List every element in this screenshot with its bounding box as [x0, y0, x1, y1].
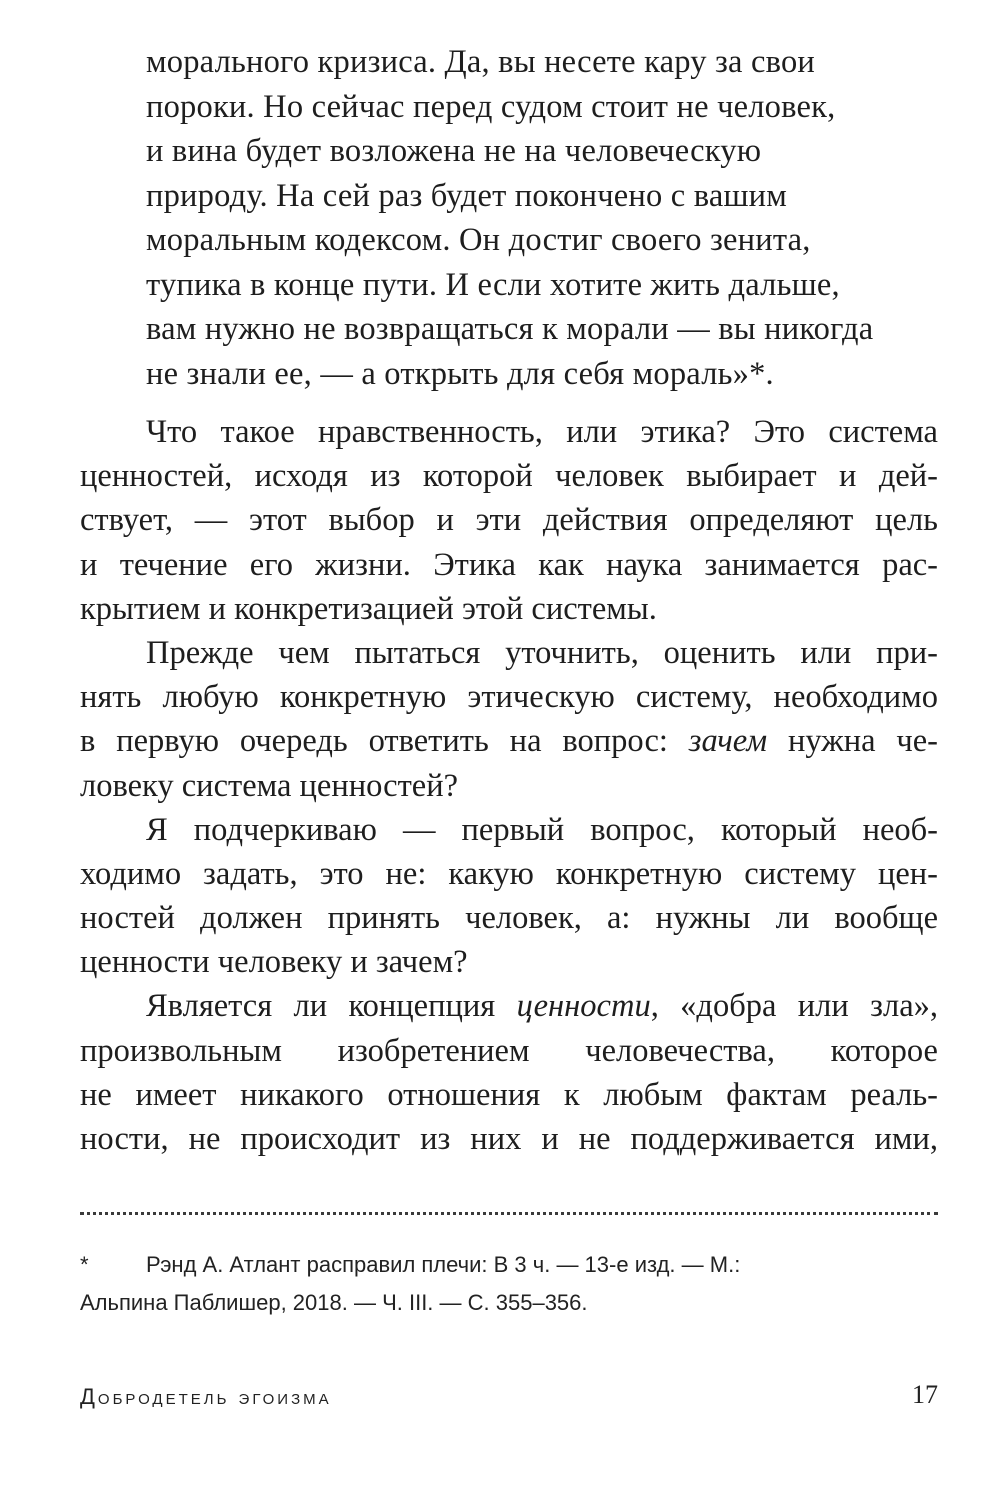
text-line: ловеку система ценностей? [80, 767, 459, 804]
text-line: ности, не происходит из них и не поддерживается ими, [80, 1121, 938, 1157]
text-line: ценностей, исходя из которой человек выбирает и дей- [80, 458, 938, 495]
footnote-divider [80, 1212, 938, 1215]
text-line: нять любую конкретную этическую систему, необходимо [80, 679, 938, 716]
italic-word: ценности [516, 988, 651, 1025]
quote-line: и вина будет возложена не на человеческую [146, 133, 762, 169]
footnote-text: Рэнд А. Атлант расправил плечи: В 3 ч. — 13-е изд. — М.: [146, 1252, 741, 1277]
italic-word: зачем [688, 723, 768, 760]
quote-line: пороки. Но сейчас перед судом стоит не человек, [146, 88, 836, 125]
text-line [80, 984, 938, 1028]
text-span: , «добра или зла», [650, 988, 938, 1025]
text-line: не имеет никакого отношения к любым фактам реаль- [80, 1076, 938, 1113]
quote-line: тупика в конце пути. И если хотите жить дальше, [146, 266, 840, 303]
quote-line: морального кризиса. Да, вы несете кару за свои [146, 44, 815, 80]
footnote-line: Альпина Паблишер, 2018. — Ч. III. — С. 355–356. [80, 1290, 588, 1315]
paragraph-2 [80, 631, 938, 808]
text-line: произвольным изобретением человечества, которое [80, 1032, 938, 1069]
text-line: Я подчеркиваю — первый вопрос, который необ- [146, 811, 938, 848]
quote-line: не знали ее, — а открыть для себя мораль»*. [146, 355, 774, 392]
text-line [80, 719, 938, 763]
footnote-mark: * [80, 1252, 89, 1277]
running-footer-title: Добродетель эгоизма [80, 1384, 332, 1409]
page-number: 17 [912, 1380, 938, 1409]
text-line: ствует, — этот выбор и эти действия определяют цель [80, 502, 938, 539]
paragraph-1 [80, 410, 938, 631]
text-line: ностей должен принять человек, а: нужны ли вообще [80, 900, 938, 937]
text-line: Прежде чем пытаться уточнить, оценить или при- [146, 634, 938, 671]
paragraph-3 [80, 808, 938, 985]
text-line: Что такое нравственность, или этика? Это система [146, 414, 938, 450]
quote-line: природу. На сей раз будет покончено с вашим [146, 177, 788, 214]
text-line: ценности человеку и зачем? [80, 944, 468, 981]
block-quote [146, 40, 946, 396]
text-span: нужна че- [767, 723, 938, 760]
quote-line: вам нужно не возвращаться к морали — вы никогда [146, 311, 874, 347]
text-span: Является ли концепция [146, 988, 517, 1025]
text-line: и течение его жизни. Этика как наука занимается рас- [80, 546, 938, 583]
text-line: крытием и конкретизацией этой системы. [80, 590, 657, 627]
paragraph-4 [80, 984, 938, 1161]
text-span: в первую очередь ответить на вопрос: [80, 723, 689, 760]
footnote [80, 1246, 938, 1322]
footnote-line [80, 1246, 938, 1284]
body-text [80, 410, 938, 1161]
text-line: ходимо задать, это не: какую конкретную систему цен- [80, 855, 938, 892]
quote-line: моральным кодексом. Он достиг своего зенита, [146, 222, 811, 258]
